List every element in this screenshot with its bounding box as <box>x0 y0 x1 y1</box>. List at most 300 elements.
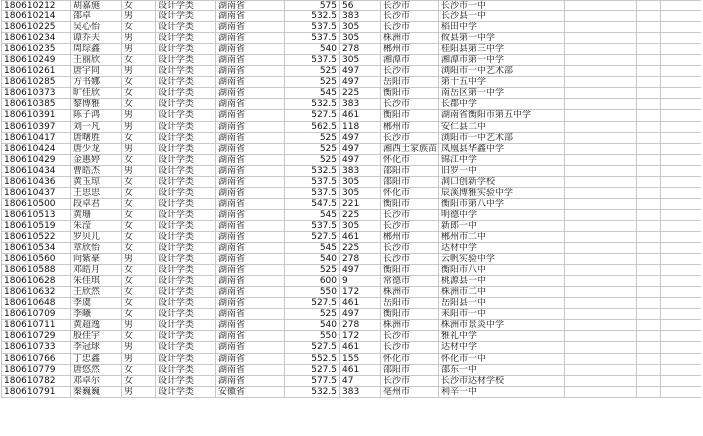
rank-cell[interactable]: 305 <box>340 33 381 43</box>
score-cell[interactable]: 532.5 <box>285 11 340 21</box>
name-cell[interactable]: 李冠球 <box>71 342 122 352</box>
school-cell[interactable]: 桂阳县第三中学 <box>439 44 565 54</box>
empty-cell[interactable] <box>637 210 661 220</box>
gender-cell[interactable]: 男 <box>122 320 156 330</box>
score-cell[interactable]: 527.5 <box>285 342 340 352</box>
empty-cell[interactable] <box>565 66 637 76</box>
province-cell[interactable]: 湖南省 <box>216 188 285 198</box>
school-cell[interactable]: 衡阳市八中 <box>439 265 565 275</box>
rank-cell[interactable]: 9 <box>340 276 381 286</box>
name-cell[interactable]: 李虞 <box>71 298 122 308</box>
school-cell[interactable]: 长沙市一中 <box>439 1 565 10</box>
city-cell[interactable]: 株洲市 <box>381 320 439 330</box>
student-id-cell[interactable]: 180610534 <box>1 243 71 253</box>
rank-cell[interactable]: 461 <box>340 342 381 352</box>
empty-cell[interactable] <box>637 354 661 364</box>
empty-cell[interactable] <box>565 155 637 165</box>
empty-cell[interactable] <box>637 144 661 154</box>
empty-cell[interactable] <box>565 365 637 375</box>
school-cell[interactable]: 锦江中学 <box>439 155 565 165</box>
gender-cell[interactable]: 女 <box>122 243 156 253</box>
empty-cell[interactable] <box>637 243 661 253</box>
student-id-cell[interactable]: 180610729 <box>1 331 71 341</box>
school-cell[interactable]: 达材中学 <box>439 342 565 352</box>
student-id-cell[interactable]: 180610782 <box>1 376 71 386</box>
major-cell[interactable]: 设计学类 <box>156 88 216 98</box>
rank-cell[interactable]: 497 <box>340 77 381 87</box>
empty-cell[interactable] <box>565 331 637 341</box>
province-cell[interactable]: 湖南省 <box>216 1 285 10</box>
score-cell[interactable]: 527.5 <box>285 232 340 242</box>
empty-cell[interactable] <box>565 342 637 352</box>
empty-cell[interactable] <box>637 44 661 54</box>
major-cell[interactable]: 设计学类 <box>156 331 216 341</box>
rank-cell[interactable]: 305 <box>340 177 381 187</box>
empty-cell[interactable] <box>565 188 637 198</box>
score-cell[interactable]: 550 <box>285 331 340 341</box>
score-cell[interactable]: 525 <box>285 144 340 154</box>
province-cell[interactable]: 湖南省 <box>216 320 285 330</box>
city-cell[interactable]: 长沙市 <box>381 22 439 32</box>
empty-cell[interactable] <box>565 144 637 154</box>
gender-cell[interactable]: 男 <box>122 110 156 120</box>
rank-cell[interactable]: 225 <box>340 210 381 220</box>
empty-cell[interactable] <box>565 22 637 32</box>
city-cell[interactable]: 长沙市 <box>381 331 439 341</box>
empty-cell[interactable] <box>637 77 661 87</box>
rank-cell[interactable]: 47 <box>340 376 381 386</box>
student-id-cell[interactable]: 180610588 <box>1 265 71 275</box>
score-cell[interactable]: 525 <box>285 265 340 275</box>
city-cell[interactable]: 邵阳市 <box>381 177 439 187</box>
score-cell[interactable]: 532.5 <box>285 387 340 397</box>
school-cell[interactable]: 长沙县一中 <box>439 11 565 21</box>
major-cell[interactable]: 设计学类 <box>156 254 216 264</box>
province-cell[interactable]: 湖南省 <box>216 177 285 187</box>
city-cell[interactable]: 长沙市 <box>381 210 439 220</box>
rank-cell[interactable]: 497 <box>340 265 381 275</box>
major-cell[interactable]: 设计学类 <box>156 298 216 308</box>
score-cell[interactable]: 537.5 <box>285 22 340 32</box>
student-id-cell[interactable]: 180610391 <box>1 110 71 120</box>
province-cell[interactable]: 湖南省 <box>216 232 285 242</box>
school-cell[interactable]: 长郡中学 <box>439 99 565 109</box>
major-cell[interactable]: 设计学类 <box>156 387 216 397</box>
score-cell[interactable]: 537.5 <box>285 221 340 231</box>
city-cell[interactable]: 长沙市 <box>381 133 439 143</box>
city-cell[interactable]: 株洲市 <box>381 287 439 297</box>
student-id-cell[interactable]: 180610513 <box>1 210 71 220</box>
school-cell[interactable]: 明德中学 <box>439 210 565 220</box>
rank-cell[interactable]: 172 <box>340 287 381 297</box>
province-cell[interactable]: 湖南省 <box>216 365 285 375</box>
rank-cell[interactable]: 461 <box>340 232 381 242</box>
name-cell[interactable]: 黄超逸 <box>71 320 122 330</box>
rank-cell[interactable]: 155 <box>340 354 381 364</box>
name-cell[interactable]: 李曦 <box>71 309 122 319</box>
empty-cell[interactable] <box>565 221 637 231</box>
school-cell[interactable]: 攸县第一中学 <box>439 33 565 43</box>
rank-cell[interactable]: 278 <box>340 320 381 330</box>
name-cell[interactable]: 陈子鸿 <box>71 110 122 120</box>
name-cell[interactable]: 黎博雅 <box>71 99 122 109</box>
score-cell[interactable]: 525 <box>285 133 340 143</box>
empty-cell[interactable] <box>565 88 637 98</box>
province-cell[interactable]: 安徽省 <box>216 387 285 397</box>
score-cell[interactable]: 525 <box>285 155 340 165</box>
major-cell[interactable]: 设计学类 <box>156 243 216 253</box>
school-cell[interactable]: 达材中学 <box>439 243 565 253</box>
gender-cell[interactable]: 女 <box>122 1 156 10</box>
name-cell[interactable]: 黄玉琼 <box>71 177 122 187</box>
empty-cell[interactable] <box>637 265 661 275</box>
gender-cell[interactable]: 女 <box>122 287 156 297</box>
empty-cell[interactable] <box>565 232 637 242</box>
gender-cell[interactable]: 女 <box>122 232 156 242</box>
empty-cell[interactable] <box>565 99 637 109</box>
student-id-cell[interactable]: 180610373 <box>1 88 71 98</box>
rank-cell[interactable]: 118 <box>340 122 381 132</box>
rank-cell[interactable]: 383 <box>340 166 381 176</box>
rank-cell[interactable]: 305 <box>340 55 381 65</box>
score-cell[interactable]: 537.5 <box>285 33 340 43</box>
major-cell[interactable]: 设计学类 <box>156 77 216 87</box>
score-cell[interactable]: 540 <box>285 254 340 264</box>
empty-cell[interactable] <box>565 177 637 187</box>
gender-cell[interactable]: 女 <box>122 265 156 275</box>
major-cell[interactable]: 设计学类 <box>156 155 216 165</box>
gender-cell[interactable]: 男 <box>122 166 156 176</box>
name-cell[interactable]: 旷佳欣 <box>71 88 122 98</box>
gender-cell[interactable]: 女 <box>122 155 156 165</box>
major-cell[interactable]: 设计学类 <box>156 376 216 386</box>
name-cell[interactable]: 唐曙胜 <box>71 133 122 143</box>
city-cell[interactable]: 长沙市 <box>381 99 439 109</box>
score-cell[interactable]: 540 <box>285 44 340 54</box>
school-cell[interactable]: 利辛一中 <box>439 387 565 397</box>
score-cell[interactable]: 537.5 <box>285 177 340 187</box>
empty-cell[interactable] <box>637 33 661 43</box>
gender-cell[interactable]: 女 <box>122 133 156 143</box>
score-cell[interactable]: 525 <box>285 77 340 87</box>
student-id-cell[interactable]: 180610285 <box>1 77 71 87</box>
province-cell[interactable]: 湖南省 <box>216 44 285 54</box>
city-cell[interactable]: 长沙市 <box>381 11 439 21</box>
empty-cell[interactable] <box>565 309 637 319</box>
score-cell[interactable]: 545 <box>285 88 340 98</box>
city-cell[interactable]: 长沙市 <box>381 376 439 386</box>
student-id-cell[interactable]: 180610709 <box>1 309 71 319</box>
gender-cell[interactable]: 女 <box>122 376 156 386</box>
school-cell[interactable]: 长沙市达材学校 <box>439 376 565 386</box>
gender-cell[interactable]: 女 <box>122 177 156 187</box>
gender-cell[interactable]: 男 <box>122 254 156 264</box>
rank-cell[interactable]: 383 <box>340 387 381 397</box>
empty-cell[interactable] <box>637 365 661 375</box>
gender-cell[interactable]: 女 <box>122 77 156 87</box>
province-cell[interactable]: 湖南省 <box>216 155 285 165</box>
student-id-cell[interactable]: 180610429 <box>1 155 71 165</box>
score-cell[interactable]: 562.5 <box>285 122 340 132</box>
student-id-cell[interactable]: 180610519 <box>1 221 71 231</box>
major-cell[interactable]: 设计学类 <box>156 11 216 21</box>
name-cell[interactable]: 秦巍巍 <box>71 387 122 397</box>
name-cell[interactable]: 王丽欣 <box>71 55 122 65</box>
school-cell[interactable]: 郴州市二中 <box>439 232 565 242</box>
province-cell[interactable]: 湖南省 <box>216 33 285 43</box>
gender-cell[interactable]: 女 <box>122 199 156 209</box>
student-id-cell[interactable]: 180610385 <box>1 99 71 109</box>
major-cell[interactable]: 设计学类 <box>156 188 216 198</box>
school-cell[interactable]: 雅礼中学 <box>439 331 565 341</box>
major-cell[interactable]: 设计学类 <box>156 210 216 220</box>
school-cell[interactable]: 浏阳市一中艺术部 <box>439 66 565 76</box>
gender-cell[interactable]: 女 <box>122 99 156 109</box>
gender-cell[interactable]: 女 <box>122 221 156 231</box>
student-id-cell[interactable]: 180610436 <box>1 177 71 187</box>
gender-cell[interactable]: 女 <box>122 365 156 375</box>
empty-cell[interactable] <box>637 376 661 386</box>
empty-cell[interactable] <box>637 177 661 187</box>
major-cell[interactable]: 设计学类 <box>156 276 216 286</box>
empty-cell[interactable] <box>565 276 637 286</box>
empty-cell[interactable] <box>637 55 661 65</box>
major-cell[interactable]: 设计学类 <box>156 199 216 209</box>
major-cell[interactable]: 设计学类 <box>156 1 216 10</box>
empty-cell[interactable] <box>565 210 637 220</box>
name-cell[interactable]: 段卓君 <box>71 199 122 209</box>
name-cell[interactable]: 王欣然 <box>71 287 122 297</box>
province-cell[interactable]: 湖南省 <box>216 11 285 21</box>
empty-cell[interactable] <box>565 243 637 253</box>
gender-cell[interactable]: 男 <box>122 11 156 21</box>
province-cell[interactable]: 湖南省 <box>216 133 285 143</box>
province-cell[interactable]: 湖南省 <box>216 342 285 352</box>
rank-cell[interactable]: 305 <box>340 188 381 198</box>
major-cell[interactable]: 设计学类 <box>156 66 216 76</box>
school-cell[interactable]: 凤凰县华鑫中学 <box>439 144 565 154</box>
empty-cell[interactable] <box>637 199 661 209</box>
major-cell[interactable]: 设计学类 <box>156 265 216 275</box>
empty-cell[interactable] <box>565 77 637 87</box>
score-cell[interactable]: 527.5 <box>285 110 340 120</box>
province-cell[interactable]: 湖南省 <box>216 265 285 275</box>
student-id-cell[interactable]: 180610560 <box>1 254 71 264</box>
gender-cell[interactable]: 女 <box>122 188 156 198</box>
gender-cell[interactable]: 男 <box>122 66 156 76</box>
empty-cell[interactable] <box>565 376 637 386</box>
school-cell[interactable]: 新郎一中 <box>439 221 565 231</box>
score-cell[interactable]: 540 <box>285 320 340 330</box>
province-cell[interactable]: 湖南省 <box>216 166 285 176</box>
name-cell[interactable]: 黄珊 <box>71 210 122 220</box>
gender-cell[interactable]: 女 <box>122 22 156 32</box>
student-id-cell[interactable]: 180610632 <box>1 287 71 297</box>
empty-cell[interactable] <box>637 133 661 143</box>
name-cell[interactable]: 丁忠鑫 <box>71 354 122 364</box>
gender-cell[interactable]: 男 <box>122 122 156 132</box>
school-cell[interactable]: 辰溪博雅实验中学 <box>439 188 565 198</box>
school-cell[interactable]: 南岳区第一中学 <box>439 88 565 98</box>
empty-cell[interactable] <box>637 221 661 231</box>
empty-cell[interactable] <box>565 287 637 297</box>
province-cell[interactable]: 湖南省 <box>216 354 285 364</box>
empty-cell[interactable] <box>637 166 661 176</box>
province-cell[interactable]: 湖南省 <box>216 287 285 297</box>
student-id-cell[interactable]: 180610791 <box>1 387 71 397</box>
gender-cell[interactable]: 男 <box>122 342 156 352</box>
city-cell[interactable]: 长沙市 <box>381 66 439 76</box>
city-cell[interactable]: 长沙市 <box>381 1 439 10</box>
empty-cell[interactable] <box>637 276 661 286</box>
city-cell[interactable]: 湘潭市 <box>381 55 439 65</box>
major-cell[interactable]: 设计学类 <box>156 365 216 375</box>
empty-cell[interactable] <box>637 110 661 120</box>
province-cell[interactable]: 湖南省 <box>216 376 285 386</box>
empty-cell[interactable] <box>637 298 661 308</box>
city-cell[interactable]: 湘西土家族苗 <box>383 143 438 154</box>
name-cell[interactable]: 章欣怡 <box>71 243 122 253</box>
name-cell[interactable]: 唐悠然 <box>71 365 122 375</box>
empty-cell[interactable] <box>637 188 661 198</box>
school-cell[interactable]: 安仁县二中 <box>439 122 565 132</box>
student-id-cell[interactable]: 180610434 <box>1 166 71 176</box>
province-cell[interactable]: 湖南省 <box>216 110 285 120</box>
gender-cell[interactable]: 男 <box>122 33 156 43</box>
student-id-cell[interactable]: 180610249 <box>1 55 71 65</box>
empty-cell[interactable] <box>637 387 661 397</box>
province-cell[interactable]: 湖南省 <box>216 309 285 319</box>
student-id-cell[interactable]: 180610500 <box>1 199 71 209</box>
city-cell[interactable]: 怀化市 <box>381 188 439 198</box>
major-cell[interactable]: 设计学类 <box>156 99 216 109</box>
major-cell[interactable]: 设计学类 <box>156 221 216 231</box>
empty-cell[interactable] <box>637 342 661 352</box>
empty-cell[interactable] <box>565 44 637 54</box>
school-cell[interactable]: 桃源县一中 <box>439 276 565 286</box>
empty-cell[interactable] <box>565 199 637 209</box>
student-id-cell[interactable]: 180610424 <box>1 144 71 154</box>
city-cell[interactable]: 郴州市 <box>381 122 439 132</box>
empty-cell[interactable] <box>637 11 661 21</box>
school-cell[interactable]: 邵东一中 <box>439 365 565 375</box>
score-cell[interactable]: 545 <box>285 210 340 220</box>
major-cell[interactable]: 设计学类 <box>156 320 216 330</box>
empty-cell[interactable] <box>565 33 637 43</box>
empty-cell[interactable] <box>637 232 661 242</box>
school-cell[interactable]: 旧罗一中 <box>439 166 565 176</box>
gender-cell[interactable]: 女 <box>122 55 156 65</box>
name-cell[interactable]: 向紫豪 <box>71 254 122 264</box>
name-cell[interactable]: 朱滢 <box>71 221 122 231</box>
school-cell[interactable]: 株洲市景炎中学 <box>439 320 565 330</box>
score-cell[interactable]: 537.5 <box>285 188 340 198</box>
province-cell[interactable]: 湖南省 <box>216 88 285 98</box>
major-cell[interactable]: 设计学类 <box>156 55 216 65</box>
rank-cell[interactable]: 461 <box>340 110 381 120</box>
student-id-cell[interactable]: 180610779 <box>1 365 71 375</box>
city-cell[interactable]: 怀化市 <box>381 155 439 165</box>
name-cell[interactable]: 刘一凡 <box>71 122 122 132</box>
city-cell[interactable]: 长沙市 <box>381 342 439 352</box>
province-cell[interactable]: 湖南省 <box>216 99 285 109</box>
empty-cell[interactable] <box>565 133 637 143</box>
empty-cell[interactable] <box>637 320 661 330</box>
empty-cell[interactable] <box>637 66 661 76</box>
city-cell[interactable]: 郴州市 <box>381 44 439 54</box>
province-cell[interactable]: 湖南省 <box>216 122 285 132</box>
rank-cell[interactable]: 461 <box>340 298 381 308</box>
major-cell[interactable]: 设计学类 <box>156 144 216 154</box>
empty-cell[interactable] <box>637 155 661 165</box>
empty-cell[interactable] <box>565 110 637 120</box>
gender-cell[interactable]: 女 <box>122 309 156 319</box>
gender-cell[interactable]: 男 <box>122 354 156 364</box>
empty-cell[interactable] <box>637 331 661 341</box>
major-cell[interactable]: 设计学类 <box>156 342 216 352</box>
rank-cell[interactable]: 497 <box>340 66 381 76</box>
name-cell[interactable]: 方书娜 <box>71 77 122 87</box>
school-cell[interactable]: 湘潭市第一中学 <box>439 55 565 65</box>
name-cell[interactable]: 邓卓尔 <box>71 376 122 386</box>
empty-cell[interactable] <box>637 309 661 319</box>
name-cell[interactable]: 邵卓 <box>71 11 122 21</box>
score-cell[interactable]: 547.5 <box>285 199 340 209</box>
gender-cell[interactable]: 男 <box>122 44 156 54</box>
school-cell[interactable]: 岳阳县一中 <box>439 298 565 308</box>
city-cell[interactable]: 长沙市 <box>381 254 439 264</box>
score-cell[interactable]: 600 <box>285 276 340 286</box>
city-cell[interactable]: 衡阳市 <box>381 110 439 120</box>
name-cell[interactable]: 周琮鑫 <box>71 44 122 54</box>
province-cell[interactable]: 湖南省 <box>216 276 285 286</box>
province-cell[interactable]: 湖南省 <box>216 66 285 76</box>
gender-cell[interactable]: 女 <box>122 331 156 341</box>
empty-cell[interactable] <box>565 387 637 397</box>
score-cell[interactable]: 552.5 <box>285 354 340 364</box>
empty-cell[interactable] <box>637 99 661 109</box>
gender-cell[interactable]: 女 <box>122 88 156 98</box>
student-id-cell[interactable]: 180610397 <box>1 122 71 132</box>
name-cell[interactable]: 邓皓月 <box>71 265 122 275</box>
major-cell[interactable]: 设计学类 <box>156 309 216 319</box>
province-cell[interactable]: 湖南省 <box>216 144 285 154</box>
city-cell[interactable]: 邵阳市 <box>381 166 439 176</box>
student-id-cell[interactable]: 180610225 <box>1 22 71 32</box>
major-cell[interactable]: 设计学类 <box>156 287 216 297</box>
empty-cell[interactable] <box>637 287 661 297</box>
major-cell[interactable]: 设计学类 <box>156 22 216 32</box>
city-cell[interactable]: 长沙市 <box>381 221 439 231</box>
student-id-cell[interactable]: 180610214 <box>1 11 71 21</box>
rank-cell[interactable]: 497 <box>340 144 381 154</box>
school-cell[interactable]: 第十五中学 <box>439 77 565 87</box>
student-id-cell[interactable]: 180610234 <box>1 33 71 43</box>
province-cell[interactable]: 湖南省 <box>216 22 285 32</box>
student-id-cell[interactable]: 180610628 <box>1 276 71 286</box>
city-cell[interactable]: 长沙市 <box>381 243 439 253</box>
name-cell[interactable]: 金惠婷 <box>71 155 122 165</box>
school-cell[interactable]: 稻田中学 <box>439 22 565 32</box>
school-cell[interactable]: 浏阳市一中艺术部 <box>439 133 565 143</box>
city-cell[interactable]: 亳州市 <box>381 387 439 397</box>
name-cell[interactable]: 曹皓杰 <box>71 166 122 176</box>
rank-cell[interactable]: 56 <box>340 1 381 10</box>
city-cell[interactable]: 岳阳市 <box>381 77 439 87</box>
city-cell[interactable]: 常德市 <box>381 276 439 286</box>
major-cell[interactable]: 设计学类 <box>156 122 216 132</box>
name-cell[interactable]: 唐宇同 <box>71 66 122 76</box>
